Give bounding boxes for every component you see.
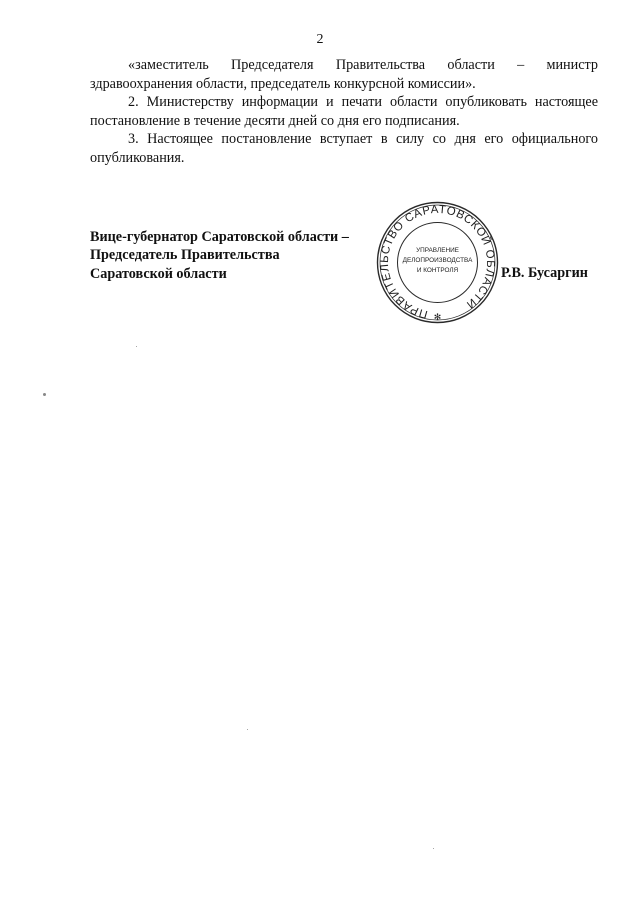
paragraph-1-line-1: «заместитель Председателя Правительства области – министр xyxy=(128,57,598,73)
signature-position-line-1: Вице-губернатор Саратовской области – xyxy=(90,229,349,245)
seal-inner-line-2: ДЕЛОПРОИЗВОДСТВА xyxy=(402,257,473,264)
scan-speck xyxy=(433,848,434,849)
paragraph-2-line-2: постановление в течение десяти дней со дня его подписания. xyxy=(90,112,460,129)
seal-inner-line-1: УПРАВЛЕНИЕ xyxy=(416,247,459,254)
official-seal xyxy=(375,200,500,325)
document-body xyxy=(90,56,598,168)
paragraph-3-line-2: опубликования. xyxy=(90,149,185,166)
signature-position-line-2: Председатель Правительства xyxy=(90,247,280,264)
paragraph-1-line-2: здравоохранения области, председатель конкурсной комиссии». xyxy=(90,75,476,92)
seal-star-icon: ✻ xyxy=(433,313,442,323)
signature-position xyxy=(90,228,349,283)
scan-speck xyxy=(43,393,46,396)
signature-position-line-3: Саратовской области xyxy=(90,265,227,282)
seal-outer-text: ПРАВИТЕЛЬСТВО САРАТОВСКОЙ ОБЛАСТИ xyxy=(378,203,497,320)
page-number: 2 xyxy=(316,32,324,47)
seal-inner-line-3: И КОНТРОЛЯ xyxy=(416,267,459,274)
scan-speck xyxy=(247,729,248,730)
scan-speck xyxy=(136,346,137,347)
signer-name: Р.В. Бусаргин xyxy=(501,265,588,281)
paragraph-3 xyxy=(90,130,598,167)
paragraph-2 xyxy=(90,93,598,130)
paragraph-3-line-1: 3. Настоящее постановление вступает в силу со дня его официального xyxy=(128,131,598,148)
paragraph-1 xyxy=(90,56,598,93)
paragraph-2-line-1: 2. Министерству информации и печати области опубликовать настоящее xyxy=(128,94,598,111)
